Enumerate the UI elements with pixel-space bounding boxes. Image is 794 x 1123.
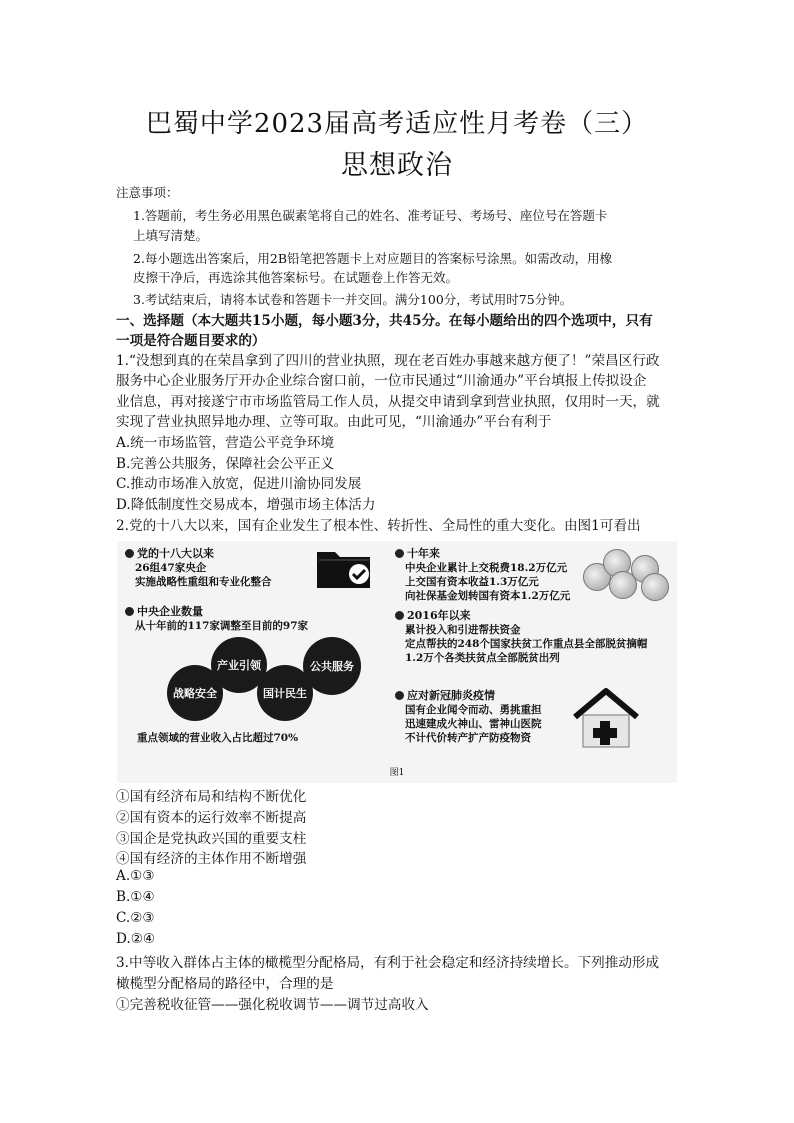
panel-text: 上交国有资本收益1.3万亿元 <box>405 576 539 588</box>
panel-text: 累计投入和引进帮扶资金 <box>405 624 521 636</box>
panel-heading: 中央企业数量 <box>137 605 203 618</box>
q1-stem-line: 业信息，再对接遂宁市市场监管局工作人员，从提交申请到拿到营业执照，仅用时一天，就 <box>116 394 660 410</box>
figure-panel-poverty <box>395 609 647 665</box>
note-line: 皮擦干净后，再选涂其他答案标号。在试题卷上作答无效。 <box>133 270 459 285</box>
panel-footnote: 重点领域的营业收入占比超过70% <box>137 732 299 744</box>
q2-item: ④国有经济的主体作用不断增强 <box>116 851 307 867</box>
q2-item: ②国有资本的运行效率不断提高 <box>116 810 307 826</box>
circle-strategic-security: 战略安全 <box>167 665 223 721</box>
panel-text: 26组47家央企 <box>135 562 207 574</box>
q1-option-a: A.统一市场监管，营造公平竞争环境 <box>116 435 335 451</box>
q2-option-a: A.①③ <box>116 868 155 884</box>
panel-heading: 党的十八大以来 <box>137 547 214 560</box>
q2-option-d: D.②④ <box>116 931 156 947</box>
note-line: 3.考试结束后，请将本试卷和答题卡一并交回。满分100分，考试用时75分钟。 <box>133 292 573 307</box>
note-line: 上填写清楚。 <box>133 228 209 243</box>
q2-option-c: C.②③ <box>116 910 155 926</box>
figure-panel-tax <box>395 547 570 603</box>
panel-heading: 应对新冠肺炎疫情 <box>407 689 495 702</box>
q2-item: ①国有经济布局和结构不断优化 <box>116 789 307 805</box>
q1-option-b: B.完善公共服务，保障社会公平正义 <box>116 456 335 472</box>
exam-title: 巴蜀中学2023届高考适应性月考卷（三） <box>145 109 649 139</box>
figure-panel-count <box>125 605 308 633</box>
bullet-icon <box>395 691 404 700</box>
circle-public-service: 公共服务 <box>303 637 361 695</box>
subject-title: 思想政治 <box>341 150 453 181</box>
panel-text: 迅速建成火神山、雷神山医院 <box>405 718 542 730</box>
q3-item: ①完善税收征管——强化税收调节——调节过高收入 <box>116 997 429 1013</box>
panel-heading: 十年来 <box>407 547 440 560</box>
figure-panel-restructure <box>125 547 272 589</box>
bullet-icon <box>125 549 134 558</box>
q2-stem: 2.党的十八大以来，国有企业发生了根本性、转折性、全局性的重大变化。由图1可看出 <box>116 518 641 534</box>
bullet-icon <box>395 611 404 620</box>
panel-text: 定点帮扶的248个国家扶贫工作重点县全部脱贫摘帽 <box>405 638 648 650</box>
circle-livelihood: 国计民生 <box>257 665 313 721</box>
notes-heading: 注意事项： <box>116 185 179 200</box>
panel-text: 向社保基金划转国有资本1.2万亿元 <box>405 590 571 602</box>
hospital-icon <box>569 687 643 749</box>
note-line: 2.每小题选出答案后，用2B铅笔把答题卡上对应题目的答案标号涂黑。如需改动，用橡 <box>133 251 613 266</box>
q1-stem-line: 实现了营业执照异地办理、立等可取。由此可见，“川渝通办”平台有利于 <box>116 414 552 430</box>
panel-text: 中央企业累计上交税费18.2万亿元 <box>405 562 568 574</box>
section-heading: 一、选择题（本大题共15小题，每小题3分，共45分。在每小题给出的四个选项中，只有 <box>116 313 653 329</box>
bullet-icon <box>125 607 134 616</box>
folder-check-icon <box>315 544 373 590</box>
q1-stem-line: 服务中心企业服务厅开办企业综合窗口前，一位市民通过“川渝通办”平台填报上传拟设企 <box>116 373 647 389</box>
figure-1-infographic <box>117 541 677 783</box>
q2-option-b: B.①④ <box>116 889 155 905</box>
panel-text: 不计代价转产扩产防疫物资 <box>405 732 531 744</box>
q1-stem-line: 1.“没想到真的在荣昌拿到了四川的营业执照，现在老百姓办事越来越方便了！”荣昌区行政 <box>116 353 660 369</box>
q1-option-c: C.推动市场准入放宽，促进川渝协同发展 <box>116 476 362 492</box>
figure-panel-pandemic <box>395 689 542 745</box>
coins-icon <box>579 547 673 599</box>
q1-option-d: D.降低制度性交易成本，增强市场主体活力 <box>116 497 376 513</box>
panel-heading: 2016年以来 <box>407 609 471 622</box>
panel-text: 1.2万个各类扶贫点全部脱贫出列 <box>405 652 560 664</box>
q3-stem-line: 橄榄型分配格局的路径中，合理的是 <box>116 976 334 992</box>
bullet-icon <box>395 549 404 558</box>
figure-caption: 图1 <box>389 768 405 778</box>
q2-item: ③国企是党执政兴国的重要支柱 <box>116 831 307 847</box>
panel-text: 实施战略性重组和专业化整合 <box>135 576 272 588</box>
q3-stem-line: 3.中等收入群体占主体的橄榄型分配格局，有利于社会稳定和经济持续增长。下列推动形成 <box>116 955 660 971</box>
panel-text: 国有企业闻令而动、勇挑重担 <box>405 704 542 716</box>
section-heading-cont: 一项是符合题目要求的） <box>116 333 266 349</box>
note-line: 1.答题前，考生务必用黑色碳素笔将自己的姓名、准考证号、考场号、座位号在答题卡 <box>133 208 608 223</box>
circle-industry-lead: 产业引领 <box>211 637 267 693</box>
panel-text: 从十年前的117家调整至目前的97家 <box>135 620 309 632</box>
